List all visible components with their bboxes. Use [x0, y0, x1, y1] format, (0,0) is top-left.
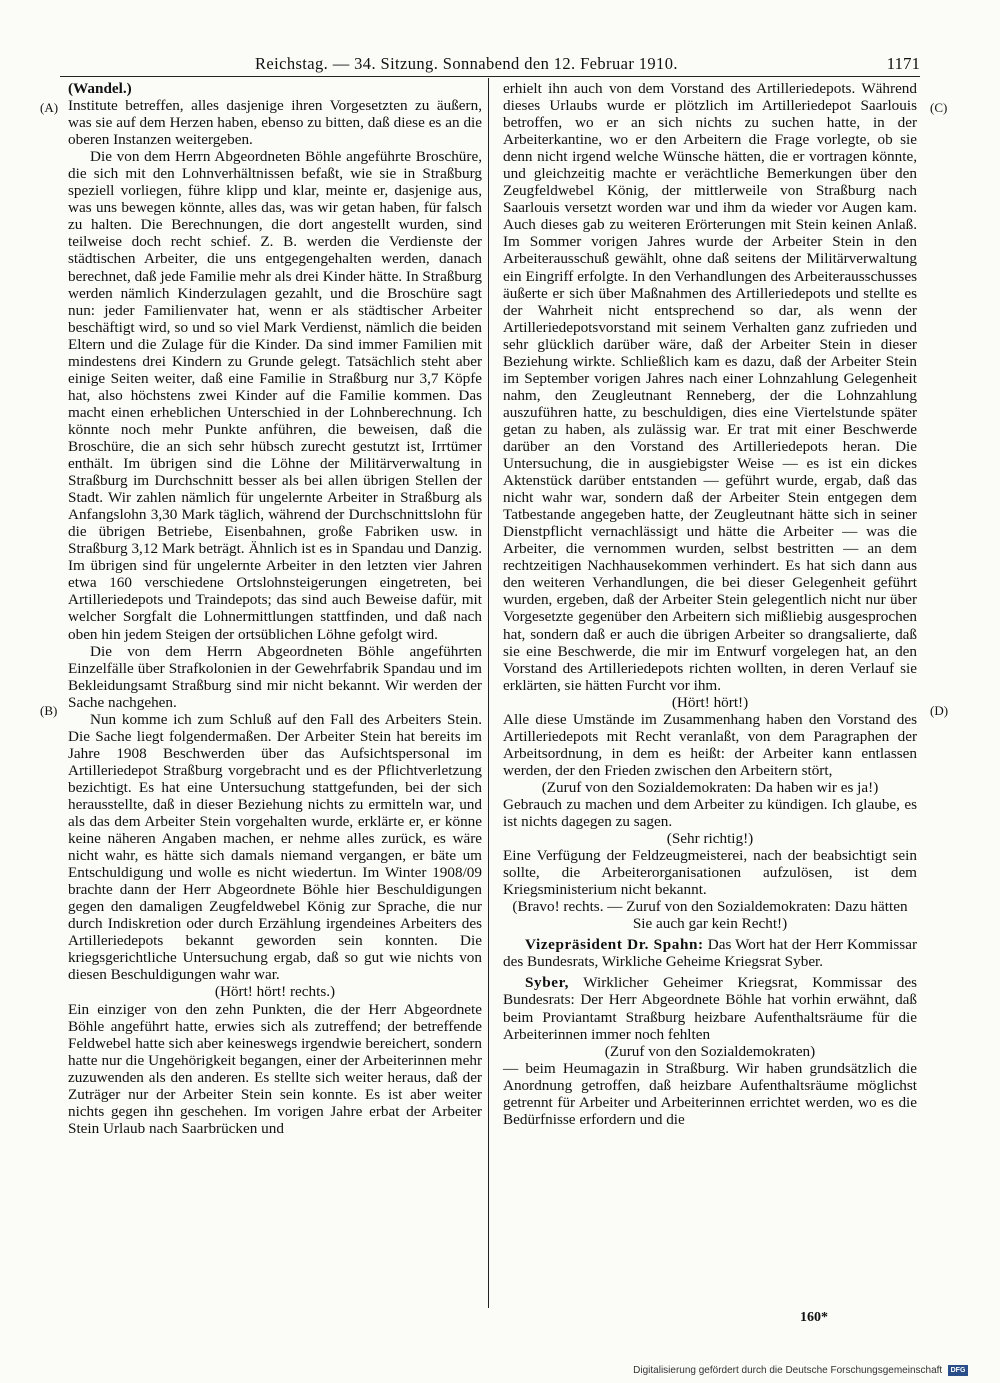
speaker-text: Wirklicher Geheimer Kriegsrat, Kommissar des Bundesrats: Der Herr Abgeordnete Böhle hat vorhin erwähnt, daß beim Proviantamt Straßburg heizbare Aufenthaltsräume für die Arbeiterinnen immer noch fehlten: [503, 974, 917, 1043]
paragraph: Ein einziger von den zehn Punkten, die der Herr Abgeordnete Böhle angeführt hatte, erwies sich als zutreffend; der betreffende Feldwebel hatte sich aber keineswegs irgendwie bereichert, sondern hatte nur die Ungehörigkeit begangen, einer der Arbeiterinnen mehr zuzuwenden als den anderen. Es stellte sich weiter heraus, daß der Zuträger nur der Arbeiter Stein sein konnte. Es ist aber weiter nichts gegen ihn geschehen. Im vorigen Jahre erbat der Arbeiter Stein Urlaub nach Saarbrücken und: [68, 1000, 482, 1137]
speaker-text: Das Wort hat der Herr Kommissar des Bundesrats, Wirkliche Geheime Kriegsrat Syber.: [503, 936, 918, 971]
paragraph: Eine Verfügung der Feldzeugmeisterei, nach der beabsichtigt sein sollte, die Arbeiterorganisationen aufzulösen, ist dem Kriegsministerium nicht bekannt.: [503, 847, 917, 899]
column-divider: [488, 78, 489, 1308]
paragraph: Gebrauch zu machen und dem Arbeiter zu kündigen. Ich glaube, es ist nichts dagegen zu sagen.: [503, 795, 917, 831]
paragraph: — beim Heumagazin in Straßburg. Wir haben grundsätzlich die Anordnung getroffen, daß heizbare Aufenthaltsräume möglichst getrennt für Arbeiter und Arbeiterinnen errichtet werden, wo es die Bedürfnisse erfordern und die: [503, 1059, 917, 1128]
left-column: [68, 80, 482, 1137]
paragraph: Institute betreffen, alles dasjenige ihren Vorgesetzten zu äußern, was sie auf dem Herzen haben, ebenso zu bitten, daß diese es an die oberen Instanzen weitergeben.: [68, 97, 482, 149]
paragraph: Die von dem Herrn Abgeordneten Böhle angeführten Einzelfälle über Strafkolonien in der Gewehrfabrik Spandau und im Bekleidungsamt Straßburg sind mir nicht bekannt. Wir werden der Sache nachgehen.: [68, 642, 482, 711]
interjection: (Zuruf von den Sozialdemokraten: Da haben wir es ja!): [541, 778, 879, 796]
speaker-paragraph: [503, 936, 917, 970]
digitization-credit: [633, 1365, 968, 1376]
credit-text: Digitalisierung gefördert durch die Deutsche Forschungsgemeinschaft: [633, 1365, 943, 1377]
interjection: (Bravo! rechts. — Zuruf von den Sozialdemokraten: Dazu hätten Sie auch gar kein Recht!): [512, 898, 908, 933]
margin-mark-a: (A): [40, 100, 59, 115]
paragraph: Nun komme ich zum Schluß auf den Fall des Arbeiters Stein. Die Sache liegt folgendermaßen. Der Arbeiter Stein hat bereits im Jahre 1908 Beschwerden über das Aufsichtspersonal im Artilleriedepot Straßburg vorgebracht und es der Pflichtverletzung bezichtigt. Es hat eine Untersuchung stattgefunden, bei der sich herausstellte, daß in dieser Beziehung nichts zu ermitteln war, und als das dem Arbeiter Stein vorgehalten wurde, erklärte er, er könne keine näheren Angaben machen, er nehme alles zurück, es wäre nicht wahr, es hätte sich damals niemand vergangen, er bäte um Entschuldigung und wolle es nicht wiedertun. Im Winter 1908/09 brachte dann der Herr Abgeordnete Böhle hier Beschuldigungen gegen den damaligen Zeugfeldwebel König zur Sprache, die nur durch Indiskretion oder durch Erzählung irgendeines Arbeiters des Artilleriedepots bekannt geworden sein konnten. Die kriegsgerichtliche Untersuchung ergab, daß so gut wie nichts von diesen Beschuldigungen wahr war.: [68, 710, 482, 984]
interjection: (Sehr richtig!): [666, 830, 754, 848]
right-column: [503, 80, 917, 1128]
speaker-head: (Wandel.): [68, 80, 132, 97]
paragraph: Alle diese Umstände im Zusammenhang haben den Vorstand des Artilleriedepots mit Recht veranlaßt, von dem Paragraphen der Arbeitsordnung, in dem es heißt: der Arbeiter kann entlassen werden, der den Frieden zwischen den Arbeitern stört,: [503, 710, 917, 779]
interjection: (Zuruf von den Sozialdemokraten): [604, 1042, 816, 1060]
speaker-name: Vizepräsident Dr. Spahn:: [525, 936, 704, 954]
margin-mark-b: (B): [40, 703, 58, 718]
paragraph: erhielt ihn auch von dem Vorstand des Artilleriedepots. Während dieses Urlaubs wurde er plötzlich im Artilleriedepot Saarlouis betroffen, wo er an sich nichts zu suchen hatte, in der Arbeiterkantine, wo er den Arbeitern die Frage vorlegte, ob sie denn nicht irgend welche Wünsche hätten, die er vortragen könnte, und gleichzeitig machte er verächtliche Bemerkungen über den Zeugfeldwebel König, der mittlerweile von Straßburg nach Saarlouis versetzt worden war und ihm da wieder vor Augen kam. Auch dieses gab zu weiteren Erörterungen mit Stein keinen Anlaß. Im Sommer vorigen Jahres wurde der Arbeiter Stein in den Arbeiterausschuß gewählt, ohne daß seitens der Militärverwaltung ein Eingriff erfolgte. In den Verhandlungen des Arbeiterausschusses äußerte er sich über Maßnahmen des Artilleriedepots und stellte es der Wahrheit nicht entsprechend so dar, als wenn der Artilleriedepotsvorstand mit seinem Verhalten ganz zufrieden und sehr glücklich darüber wäre, daß der Arbeiter Stein in dieser Beziehung wirkte. Schließlich kam es dazu, daß der Arbeiter Stein im September vorigen Jahres nach einer Lohnzahlung Gelegenheit nahm, den Zeugleutnant Renneberg, der die Lohnzahlung auszuführen hatte, zu beschuldigen, dies eine Viertelstunde später getan zu haben, als zulässig war. Er trat mit einer Beschwerde darüber an den Vorstand des Artilleriedepots heran. Die Untersuchung, die in ausgiebigster Weise — es ist ein dickes Aktenstück darüber entstanden — geführt wurde, ergab, daß das nicht wahr war, sondern daß der Arbeiter Stein entgegen dem Tatbestande angegeben hatte, der Zeugleutnant hätte sich in seiner Dienstpflicht vernachlässigt und hätte die Arbeiter — was die Arbeiter, die vernommen wurden, selbst bestritten — an dem rechtzeitigen Nachhausekommen verhindert. Es hat sich dann aus den weiteren Verhandlungen, die bei dieser Gelegenheit geführt wurden, ergeben, daß der Arbeiter Stein gelegentlich nicht nur über Vorgesetzte gegenüber den Arbeitern sich mißliebig ausgesprochen hat, sondern daß er auch die übrigen Arbeiter so drangsalierte, daß sie eine Beschwerde, die mir im Entwurf vorgelegen hat, an den Vorstand des Artilleriedepots richten wollten, in deren Verlauf sie erklärten, sie hätten Furcht vor ihm.: [503, 80, 917, 694]
header-rule: [60, 76, 920, 77]
interjection: (Hört! hört!): [671, 693, 749, 711]
signature-mark: 160*: [800, 1310, 828, 1325]
margin-mark-d: (D): [930, 703, 949, 718]
interjection: (Hört! hört! rechts.): [214, 983, 336, 1001]
paragraph: Die von dem Herrn Abgeordneten Böhle angeführte Broschüre, die sich mit den Lohnverhältnissen befaßt, wie sie in Straßburg speziell vorliegen, führe klipp und klar, meinte er, dasjenige aus, was uns bewegen könnte, alles das, was wir getan haben, für falsch zu halten. Die Berechnungen, die dort angestellt wurden, sind teilweise doch recht schief. Z. B. werden die Verdienste der städtischen Arbeiter, die uns entgegengehalten werden, danach berechnet, daß jede Familie mehr als drei Kinder hätte. In Straßburg werden nämlich Kinderzulagen gezahlt, und die Broschüre sagt nun: jeder Familienvater hat, wenn er als städtischer Arbeiter beschäftigt wird, so und so viel Mark Verdienst, nämlich die beiden Eltern und die Zulage für die Kinder. Da sind immer Familien mit mindestens drei Kindern zu Grunde gelegt. Tatsächlich steht aber einige Seiten weiter, daß eine Familie in Straßburg nur 3,7 Köpfe hat, also höchstens zwei Kinder auf die Familie kommen. Das macht einen erheblichen Unterschied in der Lohnberechnung. Ich könnte noch mehr Punkte anführen, die beweisen, daß die Broschüre, die an sich sehr hübsch zurecht gestutzt ist, Irrtümer enthält. Im übrigen sind die Löhne der Militärverwaltung in Straßburg im Durchschnitt besser als bei allen übrigen Stellen der Stadt. Wir zahlen nämlich für ungelernte Arbeiter in Straßburg als Anfangslohn 3,30 Mark täglich, während der Durchschnittslohn für die übrigen Betriebe, Eisenbahnen, große Fabriken usw. in Straßburg 3,12 Mark beträgt. Ähnlich ist es in Spandau und Danzig. Im übrigen sind für ungelernte Arbeiter in den letzten vier Jahren etwa 160 verschiedene Ortslohnsteigerungen eingetreten, bei Artilleriedepots und Traindepots; das sind auch Beweise dafür, mit welcher Sorgfalt die Lohnermittlungen stattfinden, und daß nach oben hin jedem Steigen der ortsüblichen Löhne gefolgt wird.: [68, 148, 482, 643]
page-number: 1171: [886, 54, 920, 73]
margin-mark-c: (C): [930, 100, 948, 115]
speaker-paragraph: [503, 974, 917, 1042]
dfg-logo: DFG: [948, 1365, 968, 1376]
speaker-name: Syber,: [525, 974, 569, 992]
running-title: Reichstag. — 34. Sitzung. Sonnabend den 12. Februar 1910.: [255, 54, 678, 73]
page-header: [60, 50, 920, 78]
